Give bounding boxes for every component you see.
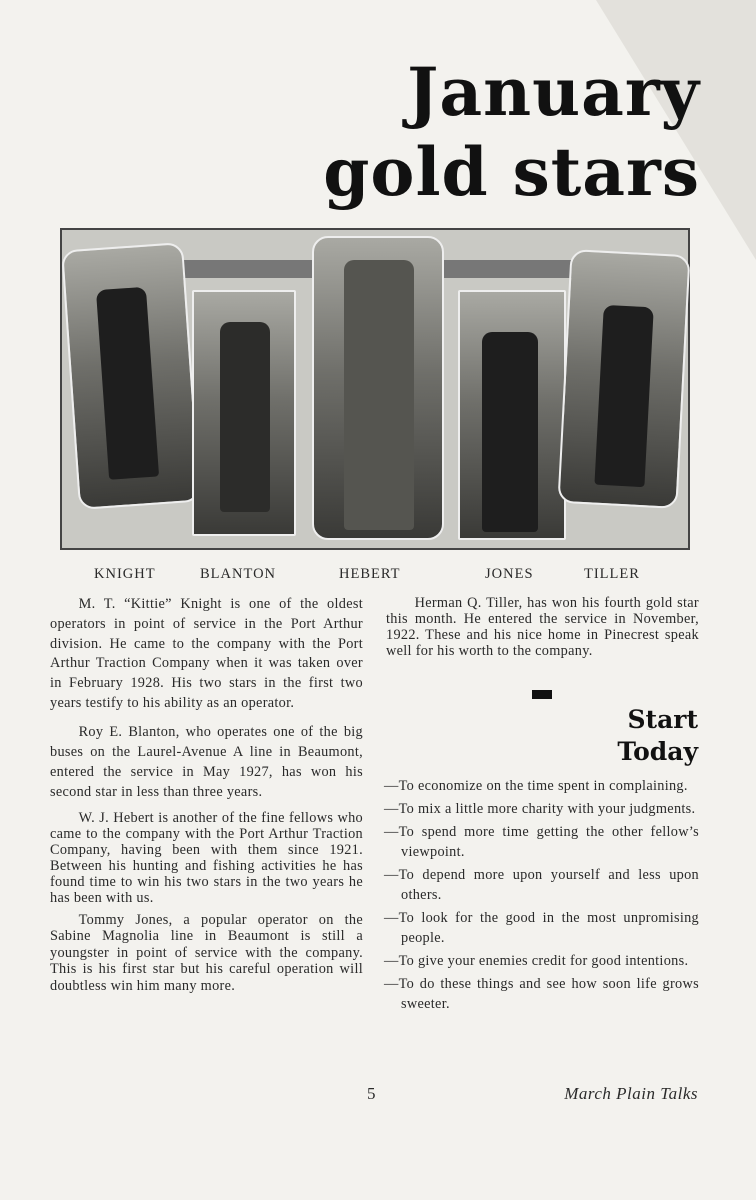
caption-blanton: BLANTON	[200, 566, 277, 582]
list-item: —To give your enemies credit for good intentions.	[384, 953, 689, 969]
paragraph-jones: Tommy Jones, a popular operator on the Sabine Magnolia line in Beaumont is still a youngster in point of service with the company. This is his first star but his careful operation will doubtless win him many more.	[50, 911, 363, 994]
caption-tiller: TILLER	[584, 566, 640, 582]
paragraph-tiller: Herman Q. Tiller, has won his fourth gold star this month. He entered the service in November, 1922. These and his nice home in Pinecrest speak well for his worth to the company.	[386, 595, 699, 659]
ornament	[442, 260, 582, 278]
photo-knight	[61, 242, 201, 510]
right-column	[386, 595, 699, 659]
photo-hebert	[312, 236, 444, 540]
resolutions-list	[384, 776, 699, 1017]
caption-hebert: HEBERT	[339, 566, 401, 582]
list-item: —To economize on the time spent in complaining.	[384, 778, 688, 794]
paragraph-knight: M. T. “Kittie” Knight is one of the oldest operators in point of service in the Port Arthur division. He came to the company with the Port Arthur Traction Company when it was taken over in February 1928. His two stars in the first two years testify to his ability as an operator.	[50, 596, 363, 711]
photo-tiller	[557, 249, 690, 509]
title-line-1: January	[407, 53, 700, 131]
subheading-line-1: Start	[627, 705, 698, 734]
group-photo	[60, 228, 690, 550]
photo-jones	[458, 290, 566, 540]
list-item: —To spend more time getting the other fellow’s viewpoint.	[384, 824, 699, 860]
title-line-2: gold stars	[323, 133, 700, 211]
page-number: 5	[367, 1084, 376, 1103]
paragraph-hebert: W. J. Hebert is another of the fine fellows who came to the company with the Port Arthur Traction Company, having been with them since 1921. Between his hunting and fishing activities he has found time to win his two stars in the two years he has been with us.	[50, 809, 363, 906]
list-item: —To look for the good in the most unpromising people.	[384, 910, 699, 946]
publication-name: March Plain Talks	[564, 1084, 698, 1103]
caption-jones: JONES	[485, 566, 534, 582]
photo-blanton	[192, 290, 296, 536]
subheading	[617, 704, 698, 768]
left-column	[50, 595, 363, 994]
ornament	[172, 260, 312, 278]
list-item: —To mix a little more charity with your judgments.	[384, 801, 696, 817]
caption-knight: KNIGHT	[94, 566, 156, 582]
list-item: —To do these things and see how soon life grows sweeter.	[384, 976, 699, 1012]
section-divider	[532, 690, 552, 699]
subheading-line-2: Today	[617, 737, 698, 766]
paragraph-blanton: Roy E. Blanton, who operates one of the big buses on the Laurel-Avenue A line in Beaumont, entered the service in May 1927, has won his second star in less than three years.	[50, 723, 363, 800]
page-title	[323, 52, 700, 212]
list-item: —To depend more upon yourself and less upon others.	[384, 867, 699, 903]
